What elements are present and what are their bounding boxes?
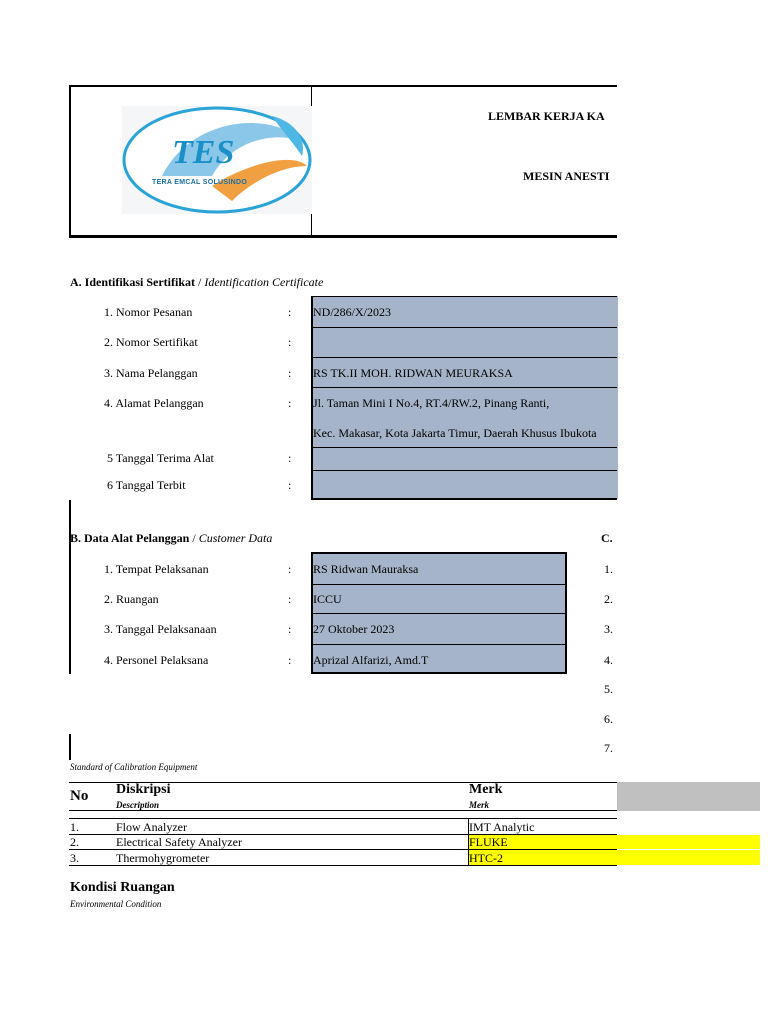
field-colon: : [288, 366, 292, 380]
field-colon: : [288, 335, 292, 349]
document-subtitle: MESIN ANESTI [523, 169, 610, 183]
personnel-value: Aprizal Alfarizi, Amd.T [313, 653, 429, 667]
field-colon: : [288, 305, 292, 319]
field-colon: : [288, 478, 292, 492]
field-label: 1. Nomor Pesanan [104, 305, 193, 319]
section-c-number: 5. [604, 682, 613, 696]
field-colon: : [288, 622, 292, 636]
row-description: Thermohygrometer [116, 851, 210, 865]
section-c-number: 6. [604, 712, 613, 726]
table-header-description-sub: Description [116, 800, 160, 810]
field-colon: : [288, 451, 292, 465]
field-label: 5 Tanggal Terima Alat [107, 451, 214, 465]
room-value: ICCU [313, 592, 342, 606]
table-header-description: Diskripsi [116, 782, 171, 797]
execution-place-value: RS Ridwan Mauraksa [313, 562, 419, 576]
standards-caption: Standard of Calibration Equipment [70, 762, 198, 772]
environment-subtitle: Environmental Condition [70, 899, 162, 909]
section-a-heading: A. Identifikasi Sertifikat / Identification Certificate [70, 275, 324, 289]
row-number: 2. [70, 835, 79, 849]
section-c-number: 1. [604, 562, 613, 576]
customer-address-value-line2: Kec. Makasar, Kota Jakarta Timur, Daerah Khusus Ibukota [313, 426, 597, 440]
table-header-merk-sub: Merk [469, 800, 489, 810]
logo-subtext: TERA EMCAL SOLUSINDO [152, 179, 248, 186]
field-colon: : [288, 562, 292, 576]
logo-text: TES [172, 134, 235, 171]
document-title: LEMBAR KERJA KA [488, 109, 605, 123]
field-colon: : [288, 396, 292, 410]
field-label: 2. Ruangan [104, 592, 159, 606]
field-label: 3. Tanggal Pelaksanaan [104, 622, 217, 636]
field-label: 2. Nomor Sertifikat [104, 335, 198, 349]
section-c-number: 4. [604, 653, 613, 667]
customer-name-value: RS TK.II MOH. RIDWAN MEURAKSA [313, 366, 513, 380]
field-label: 6 Tanggal Terbit [107, 478, 186, 492]
row-number: 3. [70, 851, 79, 865]
row-number: 1. [70, 820, 79, 834]
field-colon: : [288, 653, 292, 667]
order-number-value: ND/286/X/2023 [313, 305, 391, 319]
section-c-heading: C. [601, 531, 613, 545]
field-label: 4. Alamat Pelanggan [104, 396, 204, 410]
section-b-heading: B. Data Alat Pelanggan / Customer Data [70, 531, 273, 545]
row-description: Electrical Safety Analyzer [116, 835, 242, 849]
field-colon: : [288, 592, 292, 606]
field-label: 1. Tempat Pelaksanan [104, 562, 209, 576]
environment-title: Kondisi Ruangan [70, 880, 175, 895]
row-merk: HTC-2 [469, 851, 503, 865]
customer-address-value: Jl. Taman Mini I No.4, RT.4/RW.2, Pinang Ranti, [313, 396, 550, 410]
section-c-number: 2. [604, 592, 613, 606]
execution-date-value: 27 Oktober 2023 [313, 622, 395, 636]
row-merk: FLUKE [469, 835, 508, 849]
table-header-merk: Merk [469, 782, 503, 797]
row-merk: IMT Analytic [469, 820, 535, 834]
company-logo [122, 106, 312, 214]
row-description: Flow Analyzer [116, 820, 187, 834]
section-c-number: 7. [604, 741, 613, 755]
field-label: 4. Personel Pelaksana [104, 653, 209, 667]
section-c-number: 3. [604, 622, 613, 636]
field-label: 3. Nama Pelanggan [104, 366, 198, 380]
table-header-no: No [70, 788, 89, 804]
